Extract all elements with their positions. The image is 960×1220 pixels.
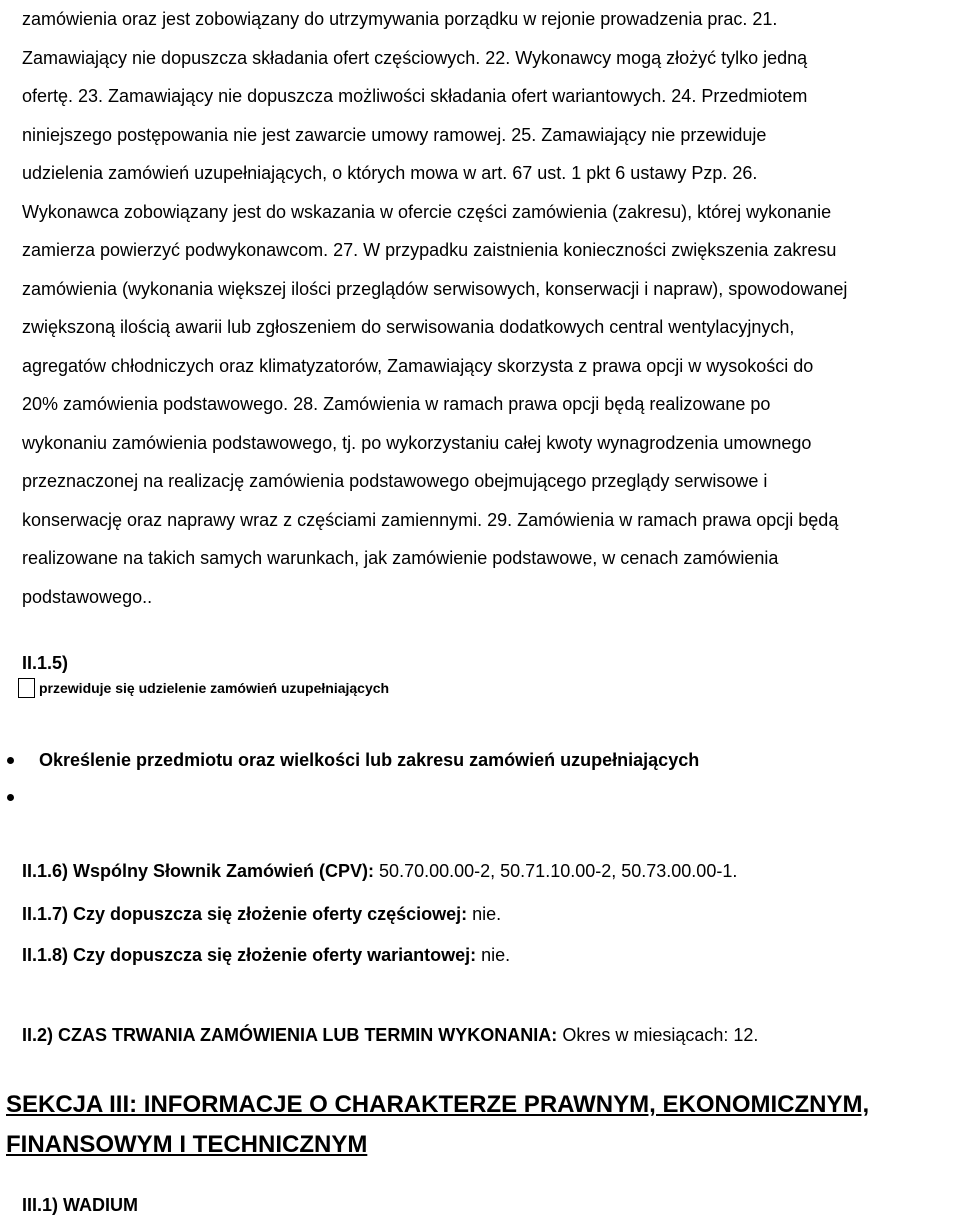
paragraph-line: zwiększoną ilością awarii lub zgłoszeniem do serwisowania dodatkowych central wentylacyjnych, (22, 317, 795, 337)
paragraph-line: wykonaniu zamówienia podstawowego, tj. po wykorzystaniu całej kwoty wynagrodzenia umownego (22, 432, 812, 453)
section-title: SEKCJA III: INFORMACJE O CHARAKTERZE PRAWNYM, EKONOMICZNYM, (6, 1091, 870, 1118)
paragraph-line: zamówienia (wykonania większej ilości przeglądów serwisowych, konserwacji i napraw), spowodowanej (22, 278, 848, 299)
subheading-wadium: III.1) WADIUM (22, 1195, 138, 1215)
cpv-label: II.1.6) Wspólny Słownik Zamówień (CPV): (22, 861, 375, 881)
partial-offer-line (22, 904, 501, 925)
paragraph-line: Wykonawca zobowiązany jest do wskazania w ofercie części zamówienia (zakresu), której wykonanie (22, 201, 832, 222)
section-title-continued: FINANSOWYM I TECHNICZNYM (6, 1131, 368, 1158)
paragraph-line: podstawowego.. (22, 586, 153, 607)
paragraph-line: 20% zamówienia podstawowego. 28. Zamówienia w ramach prawa opcji będą realizowane po (22, 394, 771, 414)
body-paragraph (22, 0, 960, 616)
paragraph-line: przeznaczonej na realizację zamówienia podstawowego obejmującego przeglądy serwisowe i (22, 471, 768, 491)
paragraph-line: ofertę. 23. Zamawiający nie dopuszcza możliwości składania ofert wariantowych. 24. Przedmiotem (22, 86, 808, 106)
section-label-ii-1-5: II.1.5) (22, 653, 69, 673)
partial-offer-label: II.1.7) Czy dopuszcza się złożenie oferty częściowej: (22, 904, 468, 924)
duration-line (22, 1025, 758, 1046)
paragraph-line: zamówienia oraz jest zobowiązany do utrzymywania porządku w rejonie prowadzenia prac. 21. (22, 9, 778, 29)
paragraph-line: Zamawiający nie dopuszcza składania ofert częściowych. 22. Wykonawcy mogą złożyć tylko jedną (22, 47, 808, 68)
cpv-line (22, 861, 737, 882)
variant-offer-line (22, 945, 510, 966)
variant-offer-label: II.1.8) Czy dopuszcza się złożenie oferty wariantowej: (22, 945, 477, 965)
cpv-value: 50.70.00.00-2, 50.71.10.00-2, 50.73.00.00-1. (374, 861, 738, 881)
partial-offer-value: nie. (467, 904, 502, 924)
checkbox-label: przewiduje się udzielenie zamówień uzupełniających (39, 680, 390, 696)
paragraph-line: zamierza powierzyć podwykonawcom. 27. W przypadku zaistnienia konieczności zwiększenia zakresu (22, 240, 837, 260)
paragraph-line: realizowane na takich samych warunkach, jak zamówienie podstawowe, w cenach zamówienia (22, 548, 779, 568)
variant-offer-value: nie. (476, 945, 511, 965)
duration-value: Okres w miesiącach: 12. (557, 1025, 759, 1045)
list-item-text: Określenie przedmiotu oraz wielkości lub zakresu zamówień uzupełniających (39, 750, 700, 770)
paragraph-line: niniejszego postępowania nie jest zawarcie umowy ramowej. 25. Zamawiający nie przewiduje (22, 124, 767, 145)
paragraph-line: konserwację oraz naprawy wraz z częściami zamiennymi. 29. Zamówienia w ramach prawa opcji będą (22, 509, 839, 530)
paragraph-line: udzielenia zamówień uzupełniających, o których mowa w art. 67 ust. 1 pkt 6 ustawy Pzp. 26. (22, 163, 758, 183)
checkbox-icon[interactable] (18, 678, 35, 698)
list-item (0, 750, 699, 771)
checkbox-row[interactable] (18, 678, 389, 698)
paragraph-line: agregatów chłodniczych oraz klimatyzatorów, Zamawiający skorzysta z prawa opcji w wysokości do (22, 355, 814, 376)
bullet-icon (7, 794, 14, 801)
bullet-icon (7, 757, 14, 764)
list-item (0, 794, 39, 801)
duration-label: II.2) CZAS TRWANIA ZAMÓWIENIA LUB TERMIN WYKONANIA: (22, 1025, 558, 1045)
